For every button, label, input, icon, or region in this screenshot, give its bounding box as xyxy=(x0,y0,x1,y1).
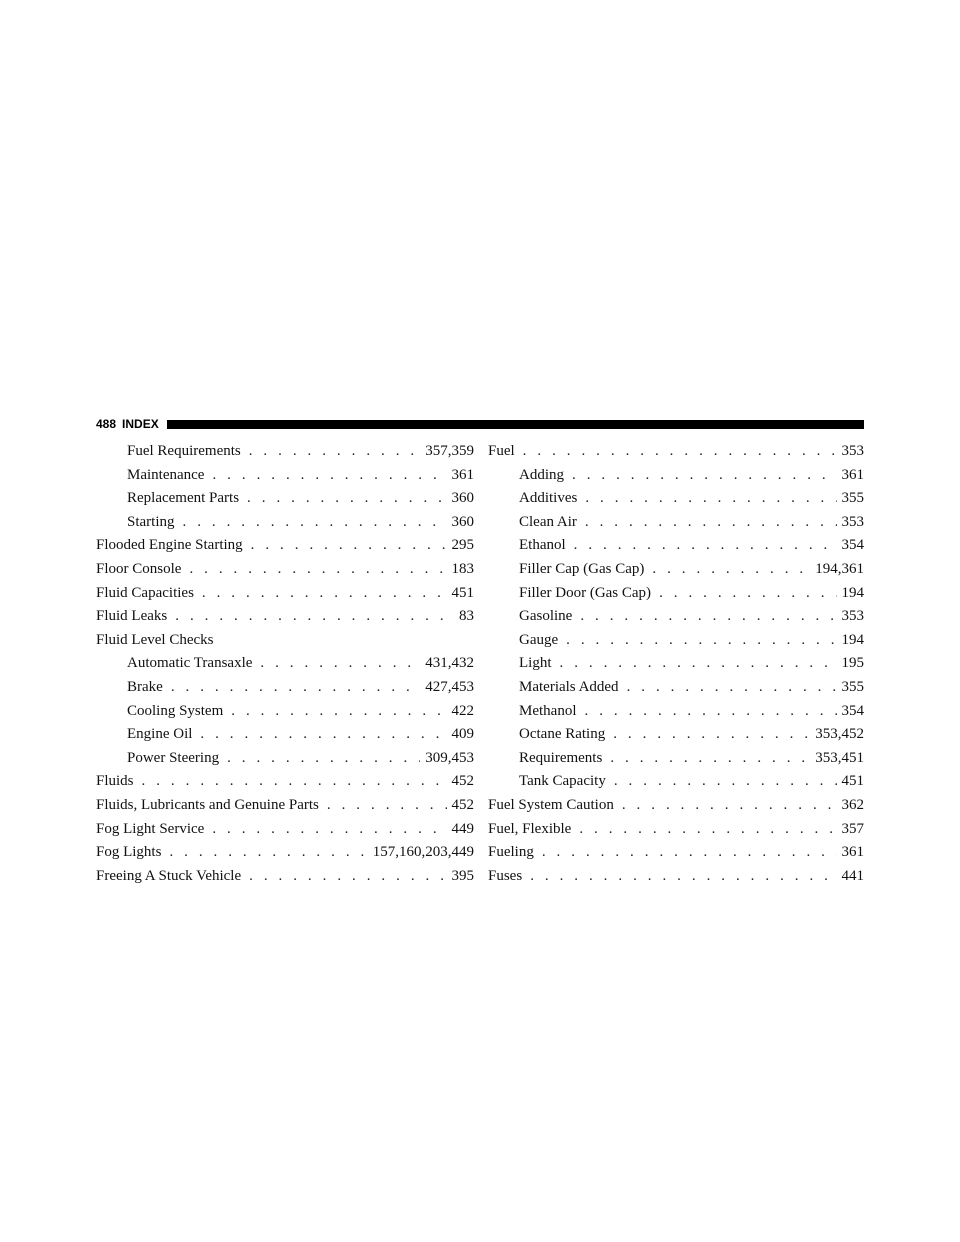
index-term: Gauge xyxy=(519,631,559,648)
header-rule xyxy=(167,420,864,429)
index-entry xyxy=(96,794,474,818)
index-pages: 451 xyxy=(451,584,474,601)
index-term: Fuel System Caution xyxy=(488,796,614,813)
index-entry xyxy=(96,582,474,606)
index-pages: 355 xyxy=(841,490,864,507)
section-title: INDEX xyxy=(122,417,159,431)
index-term: Fluids xyxy=(96,773,134,790)
dot-leader xyxy=(579,818,836,842)
index-pages: 357,359 xyxy=(425,443,474,459)
dot-leader xyxy=(212,464,446,488)
index-pages: 362 xyxy=(841,796,864,813)
index-term: Floor Console xyxy=(96,560,182,577)
index-term: Maintenance xyxy=(127,466,205,483)
index-pages: 353,452 xyxy=(815,726,864,743)
index-entry xyxy=(488,700,864,724)
index-pages: 452 xyxy=(451,773,474,790)
dot-leader xyxy=(622,794,837,818)
dot-leader xyxy=(574,534,837,558)
index-entry xyxy=(96,558,474,582)
dot-leader xyxy=(175,605,454,629)
index-term: Brake xyxy=(127,678,163,695)
dot-leader xyxy=(613,723,810,747)
index-pages: 295 xyxy=(451,537,474,554)
index-pages: 409 xyxy=(451,726,474,743)
dot-leader xyxy=(212,818,446,842)
index-entry xyxy=(488,511,864,535)
index-entry xyxy=(96,605,474,629)
index-entry xyxy=(488,747,864,771)
index-pages: 354 xyxy=(841,702,864,719)
index-term: Fuel xyxy=(488,443,515,459)
index-entry xyxy=(96,747,474,771)
index-entry xyxy=(488,440,864,464)
index-term: Cooling System xyxy=(127,702,224,719)
index-pages: 353 xyxy=(841,443,864,459)
index-entry xyxy=(96,534,474,558)
index-pages: 422 xyxy=(451,702,474,719)
dot-leader xyxy=(227,747,420,771)
index-pages: 353 xyxy=(841,513,864,530)
dot-leader xyxy=(171,676,420,700)
dot-leader xyxy=(249,440,421,464)
index-term: Materials Added xyxy=(519,678,619,695)
index-term: Fuses xyxy=(488,867,523,884)
index-pages: 194 xyxy=(841,631,864,648)
index-entry xyxy=(96,487,474,511)
dot-leader xyxy=(585,511,837,535)
index-pages: 357 xyxy=(841,820,864,837)
index-term: Fluid Leaks xyxy=(96,608,168,625)
index-term: Freeing A Stuck Vehicle xyxy=(96,867,242,884)
index-term: Engine Oil xyxy=(127,726,193,743)
dot-leader xyxy=(202,582,447,606)
index-entry xyxy=(488,558,864,582)
index-term: Requirements xyxy=(519,749,603,766)
index-entry xyxy=(488,770,864,794)
index-entry xyxy=(96,464,474,488)
index-term: Flooded Engine Starting xyxy=(96,537,243,554)
index-pages: 353 xyxy=(841,608,864,625)
index-entry xyxy=(96,770,474,794)
dot-leader xyxy=(627,676,837,700)
index-entry xyxy=(488,794,864,818)
index-term: Filler Cap (Gas Cap) xyxy=(519,560,645,577)
dot-leader xyxy=(566,629,836,653)
index-entry xyxy=(488,629,864,653)
index-entry xyxy=(488,534,864,558)
index-term: Ethanol xyxy=(519,537,566,554)
index-entry xyxy=(96,629,474,653)
dot-leader xyxy=(659,582,836,606)
index-term: Light xyxy=(519,655,552,672)
index-entry xyxy=(96,818,474,842)
index-entry xyxy=(488,605,864,629)
index-entry xyxy=(488,652,864,676)
index-term: Power Steering xyxy=(127,749,220,766)
index-column-right xyxy=(488,440,864,888)
dot-leader xyxy=(260,652,420,676)
index-pages: 361 xyxy=(841,466,864,483)
dot-leader xyxy=(142,770,447,794)
index-pages: 183 xyxy=(451,560,474,577)
index-pages: 354 xyxy=(841,537,864,554)
index-term: Fog Light Service xyxy=(96,820,205,837)
index-term: Additives xyxy=(519,490,578,507)
page-header xyxy=(96,415,864,433)
index-entry xyxy=(488,723,864,747)
index-entry xyxy=(96,841,474,865)
index-entry xyxy=(488,818,864,842)
index-pages: 360 xyxy=(451,490,474,507)
index-entry xyxy=(96,700,474,724)
dot-leader xyxy=(560,652,837,676)
index-term: Clean Air xyxy=(519,513,577,530)
index-entry xyxy=(488,841,864,865)
index-term: Replacement Parts xyxy=(127,490,240,507)
index-column-left xyxy=(96,440,474,888)
index-pages: 431,432 xyxy=(425,655,474,672)
index-entry xyxy=(488,865,864,889)
index-term: Starting xyxy=(127,513,175,530)
index-term: Automatic Transaxle xyxy=(127,655,253,672)
index-term: Gasoline xyxy=(519,608,573,625)
dot-leader xyxy=(585,700,837,724)
index-pages: 361 xyxy=(451,466,474,483)
index-pages: 360 xyxy=(451,513,474,530)
index-entry xyxy=(96,723,474,747)
index-pages: 361 xyxy=(841,844,864,861)
index-term: Methanol xyxy=(519,702,577,719)
index-pages: 451 xyxy=(841,773,864,790)
index-pages: 309,453 xyxy=(425,749,474,766)
dot-leader xyxy=(327,794,447,818)
index-term: Fueling xyxy=(488,844,534,861)
dot-leader xyxy=(530,865,836,889)
dot-leader xyxy=(614,770,837,794)
index-entry xyxy=(96,652,474,676)
index-term: Filler Door (Gas Cap) xyxy=(519,584,652,601)
index-pages: 452 xyxy=(451,796,474,813)
dot-leader xyxy=(251,534,447,558)
index-term: Fluid Level Checks xyxy=(96,631,214,648)
index-entry xyxy=(488,464,864,488)
index-entry xyxy=(96,511,474,535)
dot-leader xyxy=(580,605,836,629)
index-pages: 395 xyxy=(451,867,474,884)
index-pages: 195 xyxy=(841,655,864,672)
dot-leader xyxy=(572,464,837,488)
index-term: Fuel Requirements xyxy=(127,443,241,459)
dot-leader xyxy=(523,440,837,464)
dot-leader xyxy=(200,723,446,747)
index-entry xyxy=(96,865,474,889)
index-term: Fluids, Lubricants and Genuine Parts xyxy=(96,796,319,813)
dot-leader xyxy=(169,841,367,865)
index-term: Fuel, Flexible xyxy=(488,820,572,837)
index-pages: 83 xyxy=(459,608,474,625)
index-entry xyxy=(96,440,474,464)
index-entry xyxy=(488,582,864,606)
index-pages: 355 xyxy=(841,678,864,695)
dot-leader xyxy=(249,865,446,889)
index-term: Tank Capacity xyxy=(519,773,606,790)
index-pages: 441 xyxy=(841,867,864,884)
index-pages: 194,361 xyxy=(815,560,864,577)
index-term: Adding xyxy=(519,466,564,483)
index-pages: 449 xyxy=(451,820,474,837)
index-pages: 427,453 xyxy=(425,678,474,695)
dot-leader xyxy=(183,511,447,535)
index-pages: 194 xyxy=(841,584,864,601)
index-term: Octane Rating xyxy=(519,726,606,743)
dot-leader xyxy=(247,487,446,511)
page-number: 488 xyxy=(96,417,117,431)
index-entry xyxy=(488,676,864,700)
dot-leader xyxy=(585,487,836,511)
index-entry xyxy=(488,487,864,511)
dot-leader xyxy=(610,747,810,771)
dot-leader xyxy=(231,700,446,724)
index-pages: 353,451 xyxy=(815,749,864,766)
index-pages: 157,160,203,449 xyxy=(372,844,474,861)
dot-leader xyxy=(652,558,810,582)
dot-leader xyxy=(189,558,446,582)
index-entry xyxy=(96,676,474,700)
dot-leader xyxy=(542,841,837,865)
index-term: Fluid Capacities xyxy=(96,584,194,601)
index-term: Fog Lights xyxy=(96,844,162,861)
